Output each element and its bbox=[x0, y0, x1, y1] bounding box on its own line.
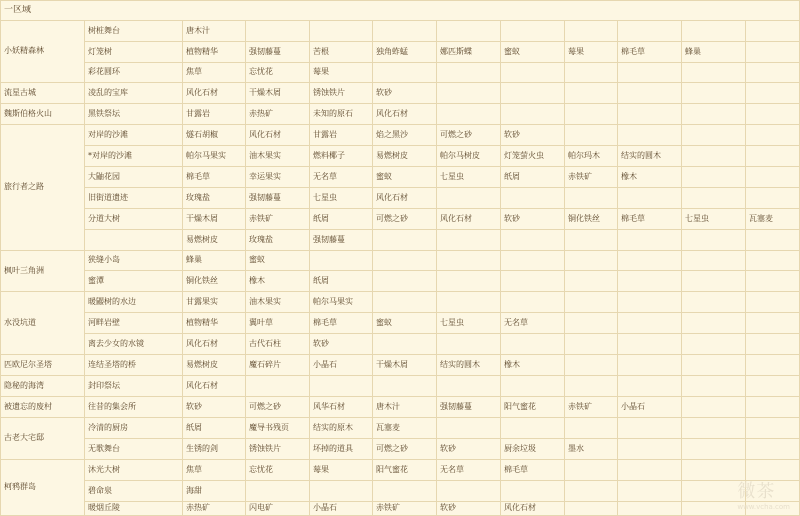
material-cell: 结实的圆木 bbox=[621, 150, 661, 160]
region-name: 魏斯伯格火山 bbox=[4, 108, 52, 118]
material-cell: 莓果 bbox=[568, 46, 584, 56]
material-cell: 幸运果实 bbox=[249, 171, 281, 181]
material-cell: 焦草 bbox=[186, 67, 202, 76]
material-cell: 七星虫 bbox=[685, 213, 709, 223]
material-cell: 蜜蚁 bbox=[249, 255, 265, 264]
material-cell: 赤铁矿 bbox=[249, 213, 273, 223]
location-cell: 黑铁祭坛 bbox=[88, 108, 120, 118]
location-cell: 分道大树 bbox=[88, 213, 120, 223]
location-cell: 暖鼹树的水边 bbox=[88, 296, 136, 306]
material-cell: 棉毛草 bbox=[621, 46, 645, 56]
region-name: 柯鸦群岛 bbox=[4, 482, 36, 491]
material-cell: 可燃之砂 bbox=[440, 129, 472, 139]
material-cell: 无名草 bbox=[504, 317, 528, 327]
material-cell: 软砂 bbox=[504, 129, 520, 139]
material-cell: 忘忧花 bbox=[249, 464, 273, 474]
material-cell: 厨余垃圾 bbox=[504, 443, 536, 453]
material-cell: 风化石材 bbox=[376, 108, 408, 118]
region-name: 旅行者之路 bbox=[4, 182, 44, 191]
material-cell: 燧石胡椒 bbox=[186, 129, 218, 139]
material-cell: 帕尔马果实 bbox=[313, 296, 353, 306]
material-cell: 焦草 bbox=[186, 464, 202, 474]
material-cell: 独角蚱蜢 bbox=[376, 46, 408, 56]
material-cell: 棉毛草 bbox=[313, 317, 337, 327]
material-cell: 橡木 bbox=[621, 171, 637, 181]
material-cell: 油木果实 bbox=[249, 296, 281, 306]
watermark bbox=[737, 477, 790, 511]
material-cell: 七星虫 bbox=[313, 192, 337, 202]
region-name: 匹欧尼尔圣塔 bbox=[4, 359, 52, 369]
material-cell: 甘露岩 bbox=[186, 108, 210, 118]
material-cell: 锈蚀铁片 bbox=[313, 87, 345, 97]
material-cell: 苦根 bbox=[313, 46, 329, 56]
material-cell: 铜化铁丝 bbox=[186, 275, 218, 285]
material-cell: 赤热矿 bbox=[249, 108, 273, 118]
material-cell: 甘露岩 bbox=[313, 129, 337, 139]
location-cell: 离去少女的水镜 bbox=[88, 338, 144, 348]
material-cell: 墨水 bbox=[568, 443, 584, 453]
material-cell: 蜜蚁 bbox=[376, 317, 392, 327]
location-cell: *对岸的沙滩 bbox=[88, 150, 132, 160]
material-cell: 油木果实 bbox=[249, 150, 281, 160]
material-cell: 灯笼萤火虫 bbox=[504, 150, 544, 160]
material-cell: 风化石材 bbox=[249, 129, 281, 139]
region-name: 隐秘的海湾 bbox=[4, 380, 44, 390]
material-cell: 干燥木屑 bbox=[186, 213, 218, 223]
material-cell: 七星虫 bbox=[440, 171, 464, 181]
material-cell: 忘忧花 bbox=[249, 67, 273, 76]
material-cell: 赤铁矿 bbox=[568, 401, 592, 411]
material-cell: 强韧藤蔓 bbox=[249, 46, 281, 56]
material-cell: 风化石材 bbox=[186, 338, 218, 348]
location-cell: 冷清的厨房 bbox=[88, 422, 128, 432]
material-cell: 植物精华 bbox=[186, 317, 218, 327]
location-cell: 狭缝小岛 bbox=[88, 255, 120, 264]
material-cell: 焰之黑沙 bbox=[376, 129, 408, 139]
material-cell: 瓦塞麦 bbox=[749, 213, 773, 223]
material-cell: 强韧藤蔓 bbox=[440, 401, 472, 411]
material-cell: 古代石柱 bbox=[249, 338, 281, 348]
material-cell: 帕尔玛木 bbox=[568, 150, 600, 160]
region-name: 古老大宅邸 bbox=[4, 433, 44, 442]
material-cell: 可燃之砂 bbox=[249, 401, 281, 411]
material-cell: 风化石材 bbox=[376, 192, 408, 202]
location-cell: 河畔岩壁 bbox=[88, 317, 120, 327]
region-name: 小妖精森林 bbox=[4, 46, 44, 55]
watermark-text: 微茶 bbox=[737, 481, 776, 502]
material-cell: 小晶石 bbox=[313, 359, 337, 369]
location-cell: 灯笼树 bbox=[88, 46, 112, 56]
material-cell: 棉毛草 bbox=[621, 213, 645, 223]
material-cell: 易燃树皮 bbox=[186, 234, 218, 244]
material-cell: 软砂 bbox=[440, 503, 456, 512]
material-cell: 阳气蜜花 bbox=[504, 401, 536, 411]
material-cell: 棉毛草 bbox=[504, 464, 528, 474]
location-cell: 对岸的沙滩 bbox=[88, 129, 128, 139]
material-cell: 结实的圆木 bbox=[440, 359, 480, 369]
material-cell: 软砂 bbox=[186, 401, 202, 411]
region-name: 流星古城 bbox=[4, 87, 36, 97]
material-cell: 风化石材 bbox=[186, 380, 218, 390]
material-cell: 魔导书残页 bbox=[249, 422, 289, 432]
material-cell: 蜜蚁 bbox=[504, 46, 520, 56]
material-cell: 铜化铁丝 bbox=[568, 213, 600, 223]
material-cell: 玫瑰盐 bbox=[186, 192, 210, 202]
watermark-url: www.vcha.com bbox=[737, 503, 790, 511]
location-cell: 蜜潭 bbox=[88, 275, 104, 285]
material-cell: 小晶石 bbox=[621, 401, 645, 411]
material-cell: 莓果 bbox=[313, 67, 329, 76]
material-cell: 蜂巢 bbox=[685, 46, 701, 56]
material-cell: 结实的原木 bbox=[313, 422, 353, 432]
material-cell: 燃料椰子 bbox=[313, 150, 345, 160]
material-cell: 阳气蜜花 bbox=[376, 464, 408, 474]
material-cell: 风化石材 bbox=[186, 87, 218, 97]
location-cell: 彩花圆环 bbox=[88, 67, 120, 76]
material-cell: 无名草 bbox=[313, 171, 337, 181]
material-cell: 纸屑 bbox=[313, 213, 329, 223]
location-cell: 沐光大树 bbox=[88, 464, 120, 474]
material-cell: 风化石材 bbox=[504, 503, 536, 512]
material-cell: 赤铁矿 bbox=[376, 503, 400, 512]
material-cell: 蜜蚁 bbox=[376, 171, 392, 181]
material-cell: 易燃树皮 bbox=[186, 359, 218, 369]
material-cell: 强韧藤蔓 bbox=[249, 192, 281, 202]
location-cell: 旧街道遗迹 bbox=[88, 192, 128, 202]
material-cell: 魔石碎片 bbox=[249, 359, 281, 369]
location-cell: 凌乱的宝库 bbox=[88, 87, 128, 97]
table-title: 一区域 bbox=[4, 5, 32, 15]
material-cell: 小晶石 bbox=[313, 503, 337, 512]
material-cell: 可燃之砂 bbox=[376, 213, 408, 223]
material-cell: 软砂 bbox=[440, 443, 456, 453]
material-cell: 莓果 bbox=[313, 464, 329, 474]
material-cell: 玫瑰盐 bbox=[249, 234, 273, 244]
material-cell: 软砂 bbox=[313, 338, 329, 348]
material-cell: 棉毛草 bbox=[186, 171, 210, 181]
material-cell: 可燃之砂 bbox=[376, 443, 408, 453]
material-cell: 生锈的剑 bbox=[186, 443, 218, 453]
material-cell: 海甜 bbox=[186, 485, 202, 495]
material-cell: 闪电矿 bbox=[249, 503, 273, 512]
material-cell: 未知的原石 bbox=[313, 108, 353, 118]
material-cell: 锈蚀铁片 bbox=[249, 443, 281, 453]
material-cell: 蜂巢 bbox=[186, 255, 202, 264]
material-cell: 风化石材 bbox=[440, 213, 472, 223]
material-cell: 帕尔马树皮 bbox=[440, 150, 480, 160]
location-cell: 连结圣塔的桥 bbox=[88, 359, 136, 369]
region-name: 水没坑道 bbox=[4, 317, 36, 327]
material-cell: 干燥木屑 bbox=[249, 87, 281, 97]
material-cell: 橡木 bbox=[504, 359, 520, 369]
location-cell: 往昔的集会所 bbox=[88, 401, 136, 411]
material-cell: 干燥木屑 bbox=[376, 359, 408, 369]
material-cell: 纸屑 bbox=[504, 171, 520, 181]
material-cell: 软砂 bbox=[376, 87, 392, 97]
material-cell: 翼叶草 bbox=[249, 317, 273, 327]
material-cell: 娜匹斯蝶 bbox=[440, 46, 472, 56]
material-cell: 坏掉的道具 bbox=[313, 443, 353, 453]
material-cell: 帕尔马果实 bbox=[186, 150, 226, 160]
region-name: 被遗忘的废村 bbox=[4, 401, 52, 411]
location-cell: 封印祭坛 bbox=[88, 380, 120, 390]
material-cell: 纸屑 bbox=[313, 275, 329, 285]
material-cell: 强韧藤蔓 bbox=[313, 234, 345, 244]
location-cell: 无歌舞台 bbox=[88, 443, 120, 453]
material-cell: 唐木汁 bbox=[186, 25, 210, 35]
material-cell: 易燃树皮 bbox=[376, 150, 408, 160]
material-cell: 甘露果实 bbox=[186, 296, 218, 306]
material-cell: 无名草 bbox=[440, 464, 464, 474]
material-cell: 软砂 bbox=[504, 213, 520, 223]
material-cell: 风华石材 bbox=[313, 401, 345, 411]
material-cell: 赤铁矿 bbox=[568, 171, 592, 181]
material-cell: 纸屑 bbox=[186, 422, 202, 432]
location-cell: 树桩舞台 bbox=[88, 25, 120, 35]
region-name: 枫叶三角洲 bbox=[4, 265, 44, 275]
material-cell: 七星虫 bbox=[440, 317, 464, 327]
location-cell: 大鼬花园 bbox=[88, 171, 120, 181]
material-cell: 瓦塞麦 bbox=[376, 422, 400, 432]
material-cell: 赤热矿 bbox=[186, 503, 210, 512]
material-cell: 唐木汁 bbox=[376, 401, 400, 411]
location-cell: 碧命泉 bbox=[88, 485, 112, 495]
location-cell: 暖烟丘陵 bbox=[88, 503, 120, 512]
material-cell: 植物精华 bbox=[186, 46, 218, 56]
material-cell: 橡木 bbox=[249, 275, 265, 285]
